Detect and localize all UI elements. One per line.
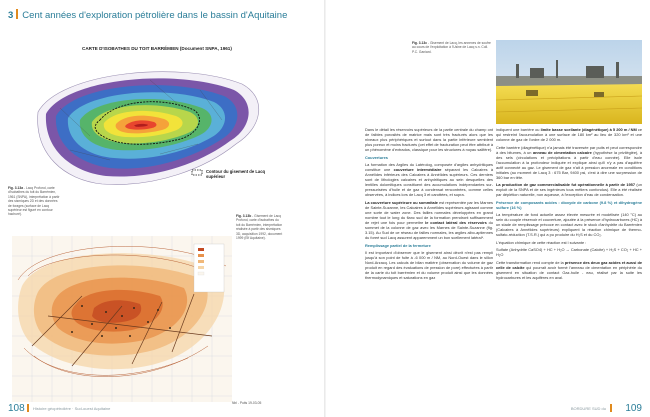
- figure-a-caption-label: Fig. 3.13a: [8, 186, 24, 190]
- right-page-number: 109: [625, 403, 642, 414]
- col2-paragraph-1: indiquent une barrière ou limite basse scellante (diagénétique) à 5 200 m / NM ce qui restreint l'accumulation à une surface de 180 km² au lieu de 320 km² et une colonne de gaz de l'ordre de 2 000 m.: [496, 127, 642, 143]
- col1-paragraph-1: Dans le détail les réservoirs supérieurs de la partie centrale du champ ont de faibles porosités de matrice mais sont très fracturés alors que les niveaux plus périphériques et surtout dans la partie inférieure semblent plus poreux et moins fracturés (cet effet de fracturation peut être attribué à un phénomène d'extrados, classique pour les structures à noyau salifère).: [365, 127, 493, 153]
- figure-a-caption: [8, 186, 60, 217]
- col2-paragraph-6: L'équation chimique de cette réaction est l suivante :: [496, 239, 587, 245]
- left-footer-text: Histoire géopétrolière · Sud-ouest Aquitaine: [33, 406, 111, 411]
- col2-paragraph-5: La température de fond actuelle assez élevée mesurée et modélisée (140 °C) au sein du couple réservoir et couverture, ajoutée à la présence d'hydrocarbures (HC) à un stade de remplissage précoce en contact avec le stock d'anhydrite du Barrémien (Calcaires à Annélides supérieurs) expliquent la réaction chimique de thermo-sulfato-réduction (T.S.R.) qui a pu produire du H₂S et du CO₂.: [496, 212, 642, 238]
- figure-a-caption-text: - Lacq Profond, carte d'isobathes du toit du Barrémien, 1961 (SNPA), interprétation à partir des sismiques 2D et des données de forages (surface de Lacq supérieur est figuré en contour hachuré).: [8, 186, 60, 217]
- heading-couvertures: Couvertures: [365, 154, 388, 160]
- figure-c-caption-text: - Gisement de Lacq, les annexes de soufre au cours de l'exploitation à l'Usine de Lacq s.n. Coll. P.C. Ganiard.: [412, 41, 491, 54]
- chapter-number: 3: [8, 10, 14, 21]
- contour-map-graphic: [34, 44, 280, 204]
- photo-graphic: [496, 40, 642, 124]
- figure-b-caption: [236, 214, 284, 240]
- col1-paragraph-4: Il est important d'observer que le gisement ainsi décrit n'est pas rempli jusqu'à son point de fuite à -6 000 m / NM, au Nord-Ouest dans le sillon Nord-Arzacq. Les calculs de bilan matière (observation du volume de gaz produit en regard des évaluations de pression de pore) effectuées à partir de la carte du toit barrémien et du volume produit ainsi que les données thermodynamiques et saturations en gaz: [365, 249, 493, 281]
- chapter-title: Cent années d'exploration pétrolière dans le bassin d'Aquitaine: [22, 10, 288, 21]
- header-accent-bar: [16, 9, 18, 19]
- col2-paragraph-2: Cette barrière (diagénétique) n'a jamais été traversée par puits et peut correspondre à des bitumes, à un anneau de cimentation calcaire (hypothèse la privilégiée), à des sels (circulations et précipitations à partir d'eau connée). Elle isole l'accumulation à la profondeur indiquée et explique ainsi qu'il n'y a pas d'aquifère actif connecté au gaz. Le gisement de gaz n'ait à pression anormale en conditions initiales (au moment de Lacq 3 : 675 Bar, 9400 psi, c'est à dire une surpression de 360 bar en tête.: [496, 144, 642, 180]
- figure-a-legend-label: Contour du gisement de Lacq supérieur: [206, 169, 266, 179]
- col2-paragraph-3: La production de gaz commercialisable fut opérationnelle à partir de 1957 (un exploit de la SNPA et de ses ingénieurs tous métiers confondus). Elle a été réalisée par déplétion naturelle, non aqueuse, à l'exception d'eau de condensation.: [496, 182, 642, 198]
- heading-remplissage: Remplissage partiel de la fermeture: [365, 242, 431, 248]
- figure-c-caption: [412, 41, 492, 54]
- left-page-number: 108: [8, 403, 25, 414]
- right-footer-text: BORDURE SUD du: [570, 406, 606, 411]
- text-column-2: [496, 127, 642, 282]
- col2-equation: Sulfate (Anhydrite CaSO4) + HC + H₂O → Carbonate (Calcite) + H₂S + CO₂ + HC + H₂O: [496, 247, 642, 258]
- text-column-1: [365, 127, 493, 283]
- heading-composants-acides: Présence de composants acides : dioxyde de carbone (9.8 %) et dihydrogène sulfure (16 %): [496, 199, 642, 210]
- page-gutter: [324, 0, 326, 417]
- chapter-header: [8, 9, 287, 21]
- col1-paragraph-2: La formation des Argiles du Latérolog, composée d'argiles anhydritiques constitue une couverture intermédiaire séparant les Calcaires à Annélides inférieurs des Calcaires à Annélides supérieurs. Ces derniers sont de lithologies calcaires et anhydritiques au sein desquelles des lentilles dolomitiques constituent des accumulations indépendantes sur-pressurisées d'huile et de gaz à condensat rencontrées, comme celles observées, à indices lors de Lacq 3 et carottées, et supra.: [365, 162, 493, 198]
- sulfur-stockpile-photo: [496, 40, 642, 124]
- grid-map-graphic: [12, 236, 232, 402]
- left-footer-accent: [27, 404, 29, 412]
- figure-c-caption-label: Fig. 3.13c: [412, 41, 428, 45]
- col2-paragraph-8: Cette transformation rend compte de la présence des deux gaz acides et aussi de celle de calcite qui pourrait avoir formé l'anneau de cimentation en périphérie du gisement en situation de contact Gaz-huile - eau, réalisé par la suite les hydrocarbures et les aquifères en aval.: [496, 259, 642, 280]
- right-footer-accent: [610, 404, 612, 412]
- figure-isobath-map-1961: [34, 44, 280, 204]
- figure-seismic-3d-map: [12, 236, 232, 402]
- figure-a-title: CARTE D'ISOBATHES DU TOIT BARRÉMIEN (Document SNPA, 1961): [82, 46, 232, 51]
- figure-b-signature: Nbl - Puits 19-03-05: [232, 401, 262, 405]
- figure-b-caption-label: Fig. 3.13b: [236, 214, 252, 218]
- col1-paragraph-3: La couverture supérieure ou sommitale est représentée par les Marnes de Sainte-Suzanne, les Calcaires à Annélides supérieurs agissant comme une sorte de water zone. Des failles normales développées en grand nombre tout le long du flanc sud de la formation prendront suffisamment de rejet une fois pour permettre le contact latéral des réservoirs du sommet de la colonne de gaz avec les Marnes de Sainte-Suzanne (fig. 3.15). Au Sud de ce réseau de failles normales, les argiles albo-aptiennes du foreé sud Lacq assurent apparemment un bon scellement latéral*.: [365, 199, 493, 241]
- figure-b-caption-text: - Gisement de Lacq Profond, carte d'isobathes du toit du Barrémien, interprétation réalisée à partir des sismiques 3D, acquisition 1992, document 1999 (Elf Aquitaine).: [236, 214, 283, 241]
